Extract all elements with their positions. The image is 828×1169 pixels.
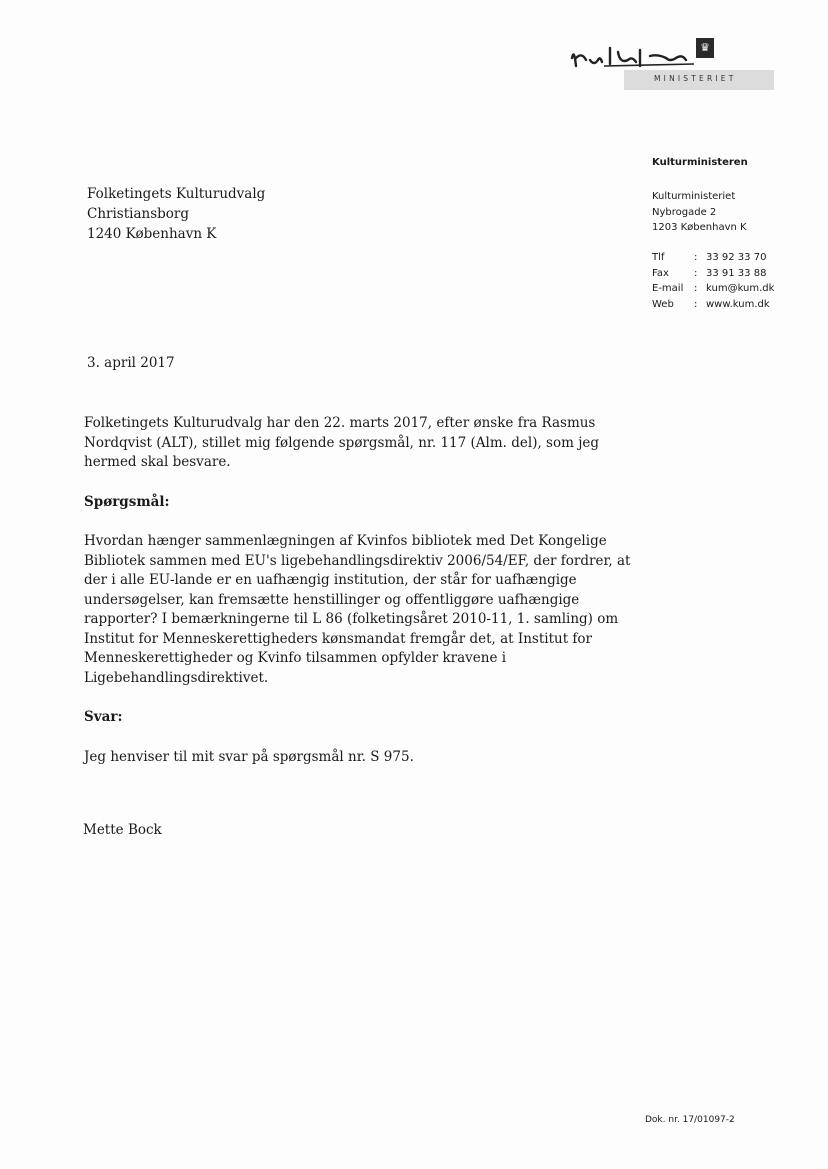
contact-label: Web bbox=[652, 298, 674, 310]
contact-row-email bbox=[652, 281, 774, 297]
contact-sep: : bbox=[694, 267, 698, 279]
sender-address-line: 1203 København K bbox=[652, 222, 747, 233]
contact-label: Fax bbox=[652, 267, 669, 279]
contact-row-web bbox=[652, 297, 774, 313]
question-heading: Spørgsmål: bbox=[84, 493, 170, 510]
recipient-line: 1240 København K bbox=[87, 226, 217, 242]
sender-address-line: Kulturministeriet bbox=[652, 191, 736, 202]
sender-title: Kulturministeren bbox=[652, 157, 748, 168]
sender-address-line: Nybrogade 2 bbox=[652, 206, 717, 218]
sender-address bbox=[652, 189, 747, 236]
contact-value: www.kum.dk bbox=[706, 298, 770, 310]
contact-label: Tlf bbox=[652, 252, 665, 263]
contact-label: E-mail bbox=[652, 283, 684, 294]
answer-paragraph: Jeg henviser til mit svar på spørgsmål nr. S 975. bbox=[84, 748, 414, 765]
answer-heading: Svar: bbox=[84, 709, 123, 725]
contact-sep: : bbox=[694, 298, 698, 310]
crown-icon: ♛ bbox=[696, 38, 714, 58]
ministry-logo bbox=[566, 36, 774, 92]
contact-value: 33 92 33 70 bbox=[706, 252, 767, 263]
recipient-line: Christiansborg bbox=[87, 206, 190, 222]
logo-script-signature bbox=[566, 36, 696, 70]
recipient-address bbox=[87, 184, 265, 244]
contact-value: 33 91 33 88 bbox=[706, 267, 767, 279]
logo-subtitle: MINISTERIET bbox=[654, 74, 737, 83]
contact-list bbox=[652, 250, 774, 312]
letter-body bbox=[84, 414, 644, 787]
question-paragraph: Hvordan hænger sammenlægningen af Kvinfos bibliotek med Det Kongelige Bibliotek sammen med EU's ligebehandlingsdirektiv 2006/54/EF, der fordrer, at der i alle EU-lande er en uafhængig institution, der står for uafhængige undersøgelser, kan fremsætte henstillinger og offentliggøre uafhængige rapporter? I bemærkningerne til L 86 (folketingsåret 2010-11, 1. samling) om Institut for Menneskerettigheders kønsmandat fremgår det, at Institut for Menneskerettigheder og Kvinfo tilsammen opfylder kravene i Ligebehandlingsdirektivet. bbox=[84, 533, 631, 686]
contact-sep: : bbox=[694, 252, 698, 263]
contact-row-fax bbox=[652, 266, 774, 282]
letter-date: 3. april 2017 bbox=[87, 355, 175, 371]
contact-row-phone bbox=[652, 250, 774, 266]
document-number: Dok. nr. 17/01097-2 bbox=[645, 1115, 735, 1125]
signature-name: Mette Bock bbox=[83, 822, 162, 838]
recipient-line: Folketingets Kulturudvalg bbox=[87, 186, 266, 202]
contact-sep: : bbox=[694, 283, 698, 294]
contact-value: kum@kum.dk bbox=[706, 283, 775, 294]
intro-paragraph: Folketingets Kulturudvalg har den 22. marts 2017, efter ønske fra Rasmus Nordqvist (ALT), stillet mig følgende spørgsmål, nr. 117 (Alm. del), som jeg hermed skal besvare. bbox=[84, 415, 600, 470]
